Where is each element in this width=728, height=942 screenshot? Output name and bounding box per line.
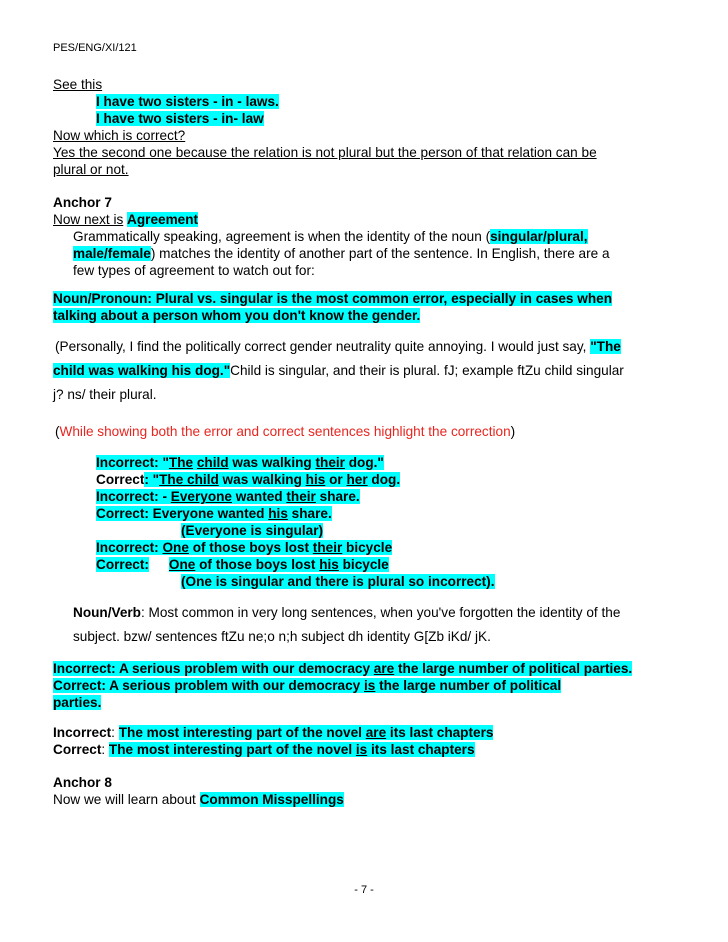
example-row-4: Correct: Everyone wanted his share. bbox=[96, 506, 332, 521]
noun-verb-line-2: subject. bzw/ sentences ftZu ne;o n;h subject dh identity G[Zb iKd/ jK. bbox=[73, 629, 491, 644]
example-2: I have two sisters - in- law bbox=[96, 111, 264, 126]
agreement-para-3: few types of agreement to watch out for: bbox=[73, 263, 315, 278]
instruction-line: (While showing both the error and correct sentences highlight the correction) bbox=[55, 424, 516, 439]
example-row-6: Incorrect: One of those boys lost their bicycle bbox=[96, 540, 393, 555]
question-line: Now which is correct? bbox=[53, 128, 186, 143]
example-row-3: Incorrect: - Everyone wanted their share. bbox=[96, 489, 360, 504]
page-number: - 7 - bbox=[354, 884, 374, 896]
example-row-1: Incorrect: "The child was walking their dog." bbox=[96, 455, 384, 470]
misspellings-intro: Now we will learn about Common Misspellings bbox=[53, 792, 344, 807]
example-row-8: (One is singular and there is plural so incorrect). bbox=[181, 574, 495, 589]
example-row-5: (Everyone is singular) bbox=[181, 523, 324, 538]
agreement-para-2: male/female) matches the identity of another part of the sentence. In English, there are a bbox=[73, 246, 610, 261]
anchor-7-title: Anchor 7 bbox=[53, 195, 112, 210]
anchor-8-title: Anchor 8 bbox=[53, 775, 112, 790]
document-code: PES/ENG/XI/121 bbox=[53, 42, 137, 54]
example-1: I have two sisters - in - laws. bbox=[96, 94, 279, 109]
pair2-incorrect: Incorrect: The most interesting part of the novel are its last chapters bbox=[53, 725, 494, 740]
pair1-incorrect: Incorrect: A serious problem with our democracy are the large number of political parties. bbox=[53, 661, 633, 676]
pair1-correct-cont: parties. bbox=[53, 695, 102, 710]
personal-note-1: (Personally, I find the politically correct gender neutrality quite annoying. I would just say, "The bbox=[55, 339, 621, 354]
personal-note-3: j? ns/ their plural. bbox=[53, 387, 157, 402]
answer-line-2: plural or not. bbox=[53, 162, 129, 177]
agreement-intro: Now next is Agreement bbox=[53, 212, 199, 227]
agreement-para-1: Grammatically speaking, agreement is when the identity of the noun (singular/plural, bbox=[73, 229, 588, 244]
noun-verb-line-1: Noun/Verb: Most common in very long sentences, when you've forgotten the identity of the bbox=[73, 605, 621, 620]
pair1-correct: Correct: A serious problem with our democracy is the large number of political bbox=[53, 678, 562, 693]
noun-pronoun-line-1: Noun/Pronoun: Plural vs. singular is the most common error, especially in cases when bbox=[53, 291, 613, 306]
example-row-7: Correct: One of those boys lost his bicycle bbox=[96, 557, 389, 572]
example-row-2: Correct: "The child was walking his or her dog. bbox=[96, 472, 401, 487]
see-this-line: See this bbox=[53, 77, 103, 92]
noun-pronoun-line-2: talking about a person whom you don't know the gender. bbox=[53, 308, 421, 323]
personal-note-2: child was walking his dog."Child is singular, and their is plural. fJ; example ftZu child singular bbox=[53, 363, 624, 378]
pair2-correct: Correct: The most interesting part of the novel is its last chapters bbox=[53, 742, 475, 757]
answer-line-1: Yes the second one because the relation is not plural but the person of that relation can be bbox=[53, 145, 597, 160]
